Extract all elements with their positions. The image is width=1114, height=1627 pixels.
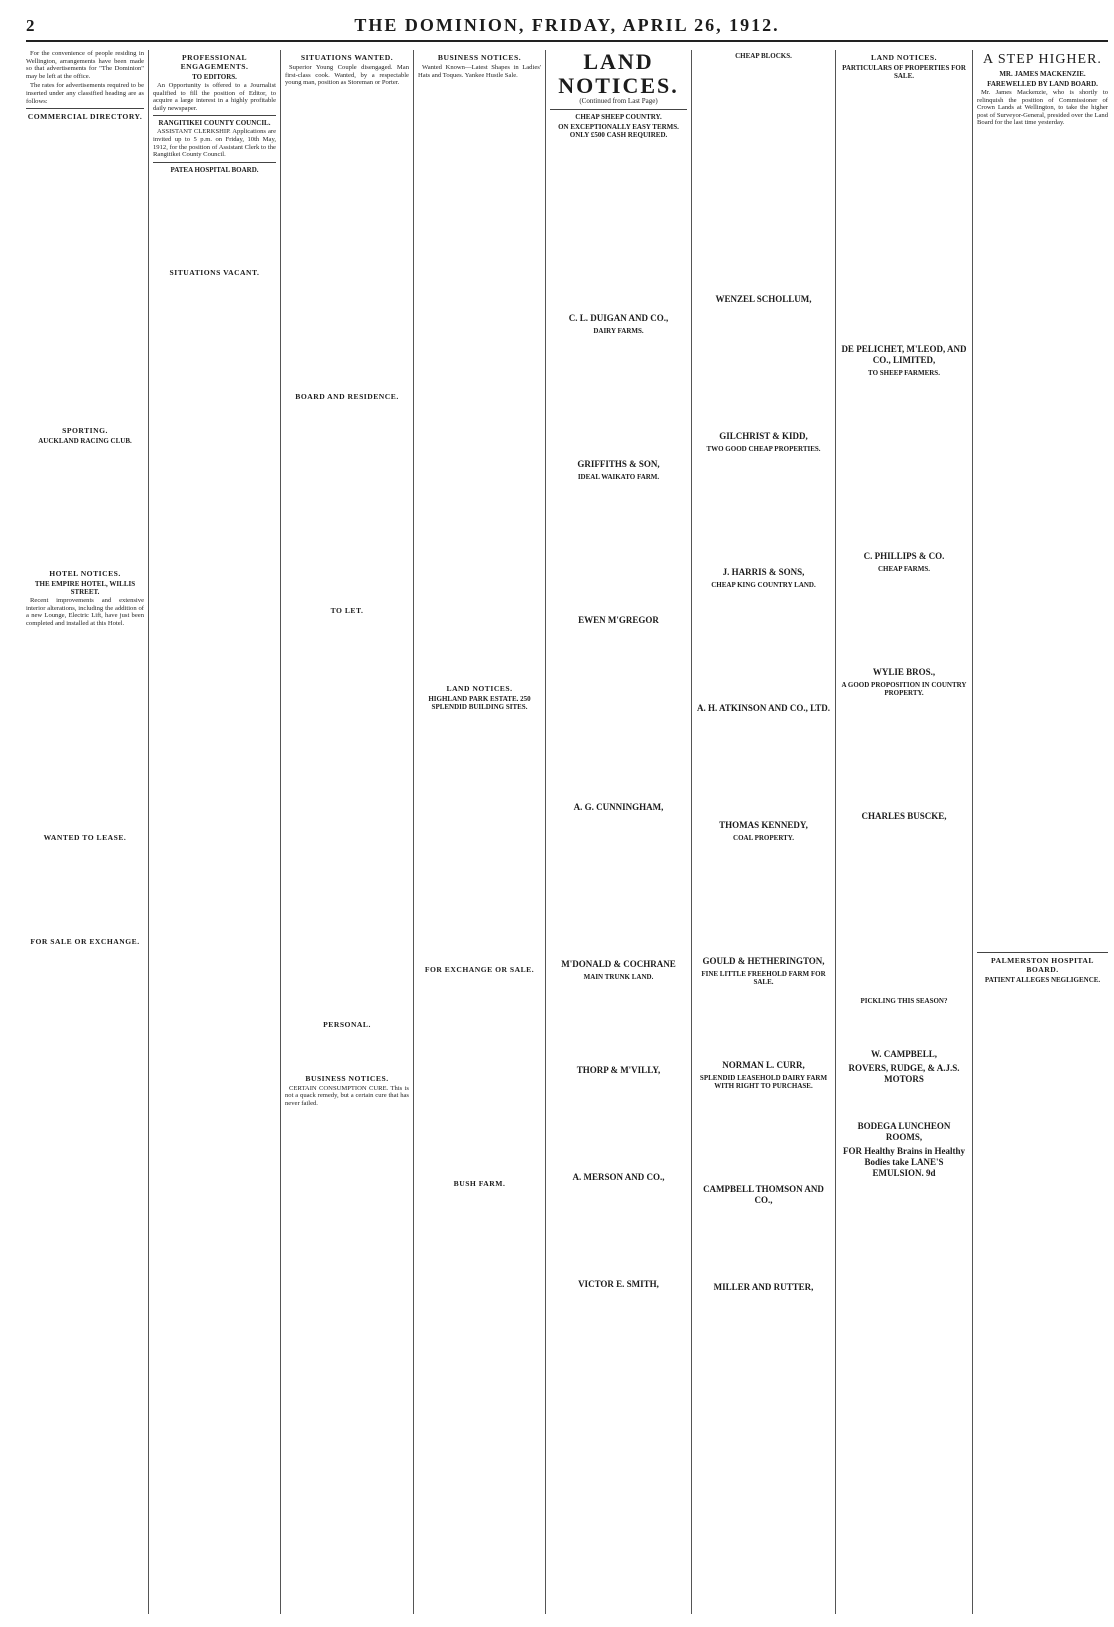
firm-kennedy: THOMAS KENNEDY, <box>719 820 808 830</box>
editors-heading: TO EDITORS. <box>192 73 237 81</box>
land-listings <box>418 712 541 962</box>
hotel-body: Recent improvements and extensive interior alterations, including the addition of a new Lounge, Electric Lift, have just been completed and installed at this Hotel. <box>26 597 144 627</box>
to-let-listings <box>285 617 409 1017</box>
firm-atkinson: A. H. ATKINSON AND CO., LTD. <box>696 703 831 713</box>
firm-thorp: THORP & M'VILLY, <box>576 1064 661 1075</box>
thomson-body <box>696 1209 831 1279</box>
newspaper-page <box>26 12 1108 1618</box>
council-heading: RANGITIKEI COUNTY COUNCIL. <box>158 119 271 128</box>
board-listings <box>285 403 409 603</box>
waikato-heading: IDEAL WAIKATO FARM. <box>577 472 660 481</box>
highland-park: HIGHLAND PARK ESTATE. 250 SPLENDID BUILDING SITES. <box>428 695 531 712</box>
dairy-body <box>550 336 687 456</box>
particulars-body <box>840 81 968 341</box>
main-trunk-body <box>550 982 687 1062</box>
hospital-heading: PATEA HOSPITAL BOARD. <box>170 165 259 174</box>
divider <box>26 108 144 109</box>
land-notices-heading-2: LAND NOTICES. <box>871 53 937 62</box>
column-4 <box>418 50 546 1614</box>
exchange-heading: FOR EXCHANGE OR SALE. <box>424 965 535 975</box>
cheap-blocks-heading: CHEAP BLOCKS. <box>735 52 792 60</box>
firm-curr: NORMAN L. CURR, <box>722 1060 805 1070</box>
king-country-heading: CHEAP KING COUNTRY LAND. <box>711 581 816 589</box>
article-body: Mr. James Mackenzie, who is shortly to relinquish the position of Commissioner of Crown Lands at Wellington, to take the higher post of Surveyor-General, presided over the Land Board for the last time yesterday. <box>977 89 1108 127</box>
two-good-body <box>696 454 831 564</box>
pickling-heading: PICKLING THIS SEASON? <box>860 997 948 1005</box>
lease-heading: WANTED TO LEASE. <box>43 832 127 842</box>
hospital-board-sub: PATIENT ALLEGES NEGLIGENCE. <box>984 975 1101 984</box>
exchange-listings <box>418 976 541 1176</box>
coal-body <box>696 843 831 953</box>
bush-farm-heading: BUSH FARM. <box>453 1179 506 1189</box>
merson-body <box>550 1186 687 1276</box>
column-1 <box>26 50 149 1614</box>
situations-vacant-heading: SITUATIONS VACANT. <box>169 267 260 277</box>
rovers-body <box>840 1088 968 1118</box>
sporting-club: AUCKLAND RACING CLUB. <box>38 437 132 446</box>
firm-mdonald: M'DONALD & COCHRANE <box>561 958 676 969</box>
to-let-heading: TO LET. <box>330 605 364 615</box>
sale-heading: FOR SALE OR EXCHANGE. <box>30 936 140 946</box>
firm-griffiths: GRIFFITHS & SON, <box>577 458 660 469</box>
column-3 <box>285 50 414 1614</box>
land-notices-title: LAND NOTICES. <box>558 50 679 98</box>
situations-listings <box>285 89 409 389</box>
leasehold-heading: SPLENDID LEASEHOLD DAIRY FARM WITH RIGHT TO PURCHASE. <box>699 1074 828 1090</box>
firm-rutter: MILLER AND RUTTER, <box>713 1282 814 1292</box>
rates-note: The rates for advertisements required to be inserted under any classified heading are as follows: <box>26 82 144 105</box>
particulars-heading: PARTICULARS OF PROPERTIES FOR SALE. <box>842 64 966 80</box>
newspaper-title: THE DOMINION, FRIDAY, APRIL 26, 1912. <box>354 15 780 35</box>
firm-phillips: C. PHILLIPS & CO. <box>863 551 945 561</box>
freehold-body <box>696 987 831 1057</box>
hospital-notice <box>153 175 276 265</box>
sporting-heading: SPORTING. <box>62 426 108 436</box>
business-listings <box>418 81 541 681</box>
cheap-sheep-terms: ON EXCEPTIONALLY EASY TERMS. ONLY £500 CASH REQUIRED. <box>558 122 679 139</box>
sheep-farmers-heading: TO SHEEP FARMERS. <box>868 369 940 377</box>
firm-wylie: WYLIE BROS., <box>872 667 936 677</box>
divider <box>977 952 1108 953</box>
land-notices-subtitle: (Continued from Last Page) <box>579 97 658 105</box>
divider <box>153 162 276 163</box>
cheap-sheep-heading: CHEAP SHEEP COUNTRY. <box>575 112 662 121</box>
firm-cunningham: A. G. CUNNINGHAM, <box>573 801 664 812</box>
pickling-body <box>840 1006 968 1046</box>
cheap-blocks-body <box>696 61 831 291</box>
lease-notices <box>26 844 144 934</box>
leasehold-body <box>696 1091 831 1181</box>
column-8 <box>977 50 1108 1614</box>
intro-paragraph: For the convenience of people residing in Wellington, arrangements have been made so that advertisements for "The Dominion" may be left at the office. <box>26 50 144 80</box>
good-proposition-body <box>840 698 968 808</box>
hospital-board-heading: PALMERSTON HOSPITAL BOARD. <box>991 955 1094 974</box>
freehold-heading: FINE LITTLE FREEHOLD FARM FOR SALE. <box>701 970 826 986</box>
mgregor-body <box>550 629 687 799</box>
hotel-name: THE EMPIRE HOTEL, WILLIS STREET. <box>34 580 136 597</box>
council-body: ASSISTANT CLERKSHIP. Applications are invited up to 5 p.m. on Friday, 10th May, 1912, for the position of Assistant Clerk to the Rangitikei County Council. <box>153 128 276 159</box>
two-good-heading: TWO GOOD CHEAP PROPERTIES. <box>706 445 821 453</box>
firm-merson: A. MERSON AND CO., <box>572 1171 665 1182</box>
king-country-body <box>696 590 831 700</box>
column-7 <box>840 50 973 1614</box>
firm-schollum: WENZEL SCHOLLUM, <box>715 294 812 304</box>
main-trunk-heading: MAIN TRUNK LAND. <box>583 972 654 981</box>
bodega-ad: BODEGA LUNCHEON ROOMS, <box>857 1121 951 1142</box>
firm-buscke: CHARLES BUSCKE, <box>861 811 947 821</box>
cheap-farms-heading: CHEAP FARMS. <box>878 565 930 573</box>
dairy-heading: DAIRY FARMS. <box>593 326 644 335</box>
firm-gould: GOULD & HETHERINGTON, <box>702 956 825 966</box>
directory-listings <box>26 123 144 423</box>
article-sub: MR. JAMES MACKENZIE. <box>999 70 1086 78</box>
column-2 <box>153 50 281 1614</box>
firm-harris: J. HARRIS & SONS, <box>722 567 805 577</box>
professional-heading: PROFESSIONAL ENGAGEMENTS. <box>180 53 249 71</box>
sporting-notice <box>26 446 144 566</box>
firm-gilchrist: GILCHRIST & KIDD, <box>719 431 808 441</box>
divider <box>153 115 276 116</box>
rovers-ad: ROVERS, RUDGE, & A.J.S. MOTORS <box>848 1063 960 1084</box>
cheap-sheep-body <box>550 140 687 310</box>
land-notices-heading: LAND NOTICES. <box>446 684 513 694</box>
masthead <box>26 12 1108 42</box>
hotel-heading: HOTEL NOTICES. <box>49 569 121 579</box>
personal-heading: PERSONAL. <box>323 1019 371 1029</box>
editors-body: An Opportunity is offered to a Journalist qualified to fill the position of Editor, to acquire a large interest in a highly profitable daily newspaper. <box>153 82 276 112</box>
cunningham-body <box>550 816 687 956</box>
cheap-farms-body <box>840 574 968 664</box>
firm-pelichet: DE PELICHET, M'LEOD, AND CO., LIMITED, <box>841 344 967 365</box>
thorp-body <box>550 1079 687 1169</box>
business-heading: BUSINESS NOTICES. <box>305 1073 389 1083</box>
article-title: A STEP HIGHER. <box>983 52 1102 67</box>
personal-listings <box>285 1031 409 1071</box>
coal-heading: COAL PROPERTY. <box>733 834 794 842</box>
firm-mgregor: EWEN M'GREGOR <box>578 614 659 625</box>
business-notices-heading: BUSINESS NOTICES. <box>437 53 522 62</box>
atkinson-body <box>696 717 831 817</box>
article-sub2: FAREWELLED BY LAND BOARD. <box>987 80 1098 88</box>
directory-heading: COMMERCIAL DIRECTORY. <box>27 112 143 122</box>
divider <box>550 109 687 110</box>
board-heading: BOARD AND RESIDENCE. <box>295 391 399 401</box>
article-continued <box>977 129 1108 949</box>
column-6 <box>696 50 836 1614</box>
healthy-ad: FOR Healthy Brains in Healthy Bodies take LANE'S EMULSION. 9d <box>842 1146 965 1178</box>
business-notices-body: Wanted Known—Latest Shapes in Ladies' Hats and Toques. Yankee Hustle Sale. <box>418 64 541 79</box>
hotel-listings <box>26 630 144 830</box>
firm-duigan: C. L. DUIGAN AND CO., <box>568 312 669 323</box>
firm-smith: VICTOR E. SMITH, <box>578 1278 659 1289</box>
firm-thomson: CAMPBELL THOMSON AND CO., <box>703 1184 824 1205</box>
good-proposition-heading: A GOOD PROPOSITION IN COUNTRY PROPERTY. <box>841 681 967 697</box>
situations-wanted-body: Superior Young Couple disengaged. Man first-class cook. Wanted, by a respectable young man, position as Storeman or Porter. <box>285 64 409 87</box>
schollum-body <box>696 308 831 428</box>
page-number: 2 <box>26 16 35 35</box>
business-body: CERTAIN CONSUMPTION CURE. This is not a quack remedy, but a certain cure that has never failed. <box>285 1084 409 1107</box>
firm-campbell: W. CAMPBELL, <box>871 1049 937 1059</box>
sheep-farmers-body <box>840 378 968 548</box>
buscke-body <box>840 825 968 995</box>
waikato-body <box>550 482 687 612</box>
situations-wanted-heading: SITUATIONS WANTED. <box>300 53 394 62</box>
column-5 <box>550 50 692 1614</box>
